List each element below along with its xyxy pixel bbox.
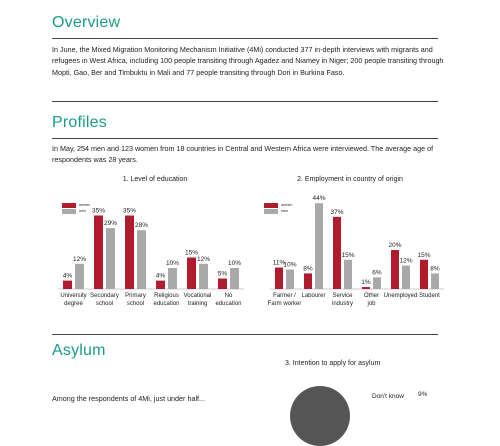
overview-bottom-rule: [52, 101, 438, 102]
bar-value-label: 15%: [184, 249, 199, 257]
category-label: Service: [332, 293, 353, 299]
category-label: University: [60, 293, 87, 299]
chart2-title: 2. Employment in country of origin: [297, 176, 403, 183]
employment-chart: [267, 188, 470, 318]
category-label: degree: [64, 301, 83, 307]
bar-value-label: 5%: [217, 270, 228, 278]
bar-women: [63, 281, 72, 289]
bar-women: [94, 216, 103, 290]
bar-men: [373, 277, 381, 289]
bar-value-label: 10%: [283, 261, 297, 269]
category-label: education: [153, 301, 180, 307]
category-label: Labourer: [301, 293, 326, 299]
legend-women-swatch: [264, 203, 278, 208]
bar-men: [199, 264, 208, 289]
bar-women: [333, 217, 341, 289]
category-label: Vocational: [183, 293, 212, 299]
overview-paragraph: In June, the Mixed Migration Monitoring Mechanism Initiative (4Mi) conducted 377 in-depth interviews with migrants and refugees in West Africa, including 100 people transiting through Agadez and Niamey in Niger; 200 people transiting through Mopti, Gao, Ber and Timbuktu in Mali and 77 people transiting through Dori in Burkina Faso.: [52, 45, 444, 77]
legend-men-swatch: [62, 209, 76, 214]
bar-women: [275, 268, 283, 289]
profiles-top-rule: [52, 138, 438, 139]
bar-value-label: 11%: [272, 259, 286, 267]
bar-value-label: 15%: [417, 251, 431, 259]
category-label: Farm worker: [267, 301, 302, 307]
bar-men: [106, 228, 115, 289]
legend-women-swatch: [62, 203, 76, 208]
bar-value-label: 44%: [312, 195, 326, 203]
bar-value-label: 4%: [155, 272, 166, 280]
bar-women: [218, 279, 227, 290]
bar-women: [362, 287, 370, 289]
bar-men: [286, 270, 294, 290]
bar-women: [420, 260, 428, 289]
chart1-legend: [62, 202, 90, 214]
asylum-top-rule: [52, 334, 438, 335]
bar-women: [187, 258, 196, 290]
legend-men-swatch: [264, 209, 278, 214]
bar-value-label: 29%: [103, 220, 118, 228]
category-label: education: [215, 301, 242, 307]
asylum-chart-title: 3. Intention to apply for asylum: [285, 360, 381, 367]
bar-value-label: 10%: [227, 260, 242, 267]
category-label: Farmer /: [273, 293, 296, 299]
bar-value-label: 10%: [165, 260, 180, 267]
category-label: Other: [363, 293, 380, 299]
bar-value-label: 4%: [62, 272, 73, 280]
category-label: training: [187, 301, 208, 307]
bar-value-label: 20%: [388, 242, 402, 249]
bar-value-label: 12%: [196, 255, 211, 263]
bar-men: [344, 260, 352, 289]
bar-men: [230, 268, 239, 289]
bar-value-label: 35%: [91, 207, 106, 215]
bar-value-label: 8%: [303, 265, 313, 273]
category-label: Student: [419, 293, 440, 299]
bar-women: [304, 273, 312, 289]
bar-men: [168, 268, 177, 289]
bar-men: [137, 230, 146, 289]
category-label: Religious: [154, 293, 179, 299]
bar-value-label: 37%: [330, 208, 344, 216]
category-label: industry: [331, 301, 354, 307]
bar-women: [156, 281, 165, 289]
bar-value-label: 12%: [399, 257, 413, 265]
bar-men: [402, 266, 410, 289]
asylum-title: Asylum: [52, 342, 106, 359]
bar-value-label: 1%: [361, 279, 371, 287]
overview-title: Overview: [52, 14, 121, 31]
category-label: job: [367, 301, 376, 307]
legend-men-label: men: [281, 209, 288, 213]
category-label: school: [126, 301, 145, 307]
bar-value-label: 12%: [72, 255, 87, 263]
asylum-pie: [290, 386, 350, 446]
bar-men: [75, 264, 84, 289]
legend-women-label: women: [79, 203, 91, 207]
category-label: Secondary: [90, 293, 119, 299]
bar-value-label: 28%: [134, 222, 149, 230]
bar-value-label: 35%: [122, 207, 137, 215]
category-label: school: [95, 301, 114, 307]
pie-dont-know-value: 9%: [418, 391, 428, 398]
category-label: No: [224, 293, 233, 299]
overview-top-rule: [52, 38, 438, 39]
bar-value-label: 15%: [341, 251, 355, 259]
profiles-paragraph: In May, 254 men and 123 women from 18 countries in Central and Western Africa were interviewed. The average age of respondents was 28 years.: [52, 144, 434, 165]
legend-women-label: women: [281, 203, 293, 207]
bar-women: [125, 216, 134, 290]
chart2-legend: [264, 202, 292, 214]
asylum-paragraph: Among the respondents of 4Mi, just under half...: [52, 394, 206, 403]
category-label: Unemployed: [383, 293, 418, 299]
chart1-title: 1. Level of education: [122, 176, 188, 183]
bar-women: [391, 250, 399, 289]
profiles-title: Profiles: [52, 114, 107, 131]
bar-value-label: 6%: [372, 269, 382, 277]
bar-men: [431, 273, 439, 289]
category-label: Primary: [125, 293, 146, 299]
legend-men-label: men: [79, 209, 86, 213]
pie-dont-know-label: Don't know: [372, 393, 404, 400]
bar-men: [315, 203, 323, 289]
bar-value-label: 8%: [430, 265, 440, 273]
